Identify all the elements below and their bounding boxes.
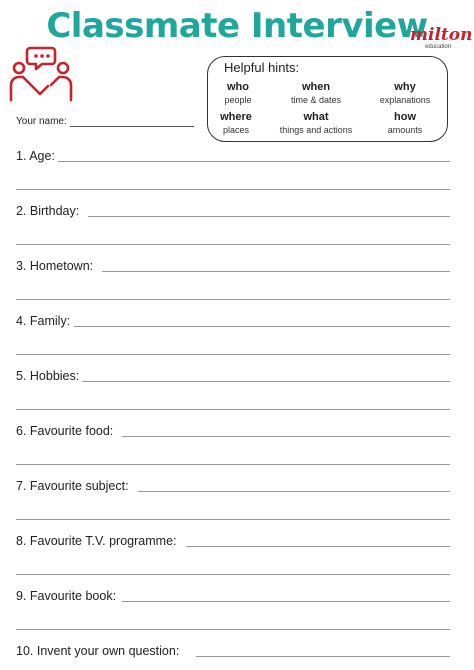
interview-people-icon (8, 46, 74, 104)
question-favourite-book (16, 588, 450, 648)
answer-line[interactable] (122, 436, 450, 437)
answer-line[interactable] (74, 326, 450, 327)
hint-description: people (224, 95, 252, 105)
answer-line[interactable] (16, 574, 450, 575)
hint-word: how (394, 111, 416, 123)
answer-line[interactable] (16, 464, 450, 465)
answer-line[interactable] (16, 299, 450, 300)
question-label: 6. Favourite food: (16, 424, 114, 438)
helpful-hints-box (207, 56, 448, 142)
hint-word: why (394, 81, 416, 93)
answer-line[interactable] (196, 656, 450, 657)
hint-word: where (220, 111, 252, 123)
question-age (16, 148, 450, 208)
hint-why (360, 81, 450, 106)
answer-line[interactable] (16, 244, 450, 245)
hint-how (360, 111, 450, 136)
question-favourite-food (16, 423, 450, 483)
answer-line[interactable] (186, 546, 450, 547)
question-label: 9. Favourite book: (16, 589, 117, 603)
hints-title: Helpful hints: (224, 60, 300, 75)
question-label: 3. Hometown: (16, 259, 94, 273)
question-hometown (16, 258, 450, 318)
answer-line[interactable] (122, 601, 450, 602)
question-favourite-subject (16, 478, 450, 538)
question-label: 7. Favourite subject: (16, 479, 129, 493)
question-label: 8. Favourite T.V. programme: (16, 534, 177, 548)
name-label: Your name: (16, 116, 67, 127)
worksheet-title: Classmate Interview (46, 6, 428, 46)
question-birthday (16, 203, 450, 263)
hint-description: explanations (379, 95, 431, 105)
question-label: 4. Family: (16, 314, 71, 328)
answer-line[interactable] (16, 519, 450, 520)
question-label: 1. Age: (16, 149, 55, 163)
answer-line[interactable] (16, 189, 450, 190)
hint-where (191, 111, 281, 136)
answer-line[interactable] (16, 629, 450, 630)
brand-subtitle: education (424, 44, 452, 50)
question-label: 10. Invent your own question: (16, 644, 180, 658)
answer-line[interactable] (88, 216, 450, 217)
hint-description: time & dates (290, 95, 342, 105)
answer-line[interactable] (16, 354, 450, 355)
hint-word: who (227, 81, 249, 93)
hint-word: when (301, 81, 331, 93)
question-label: 5. Hobbies: (16, 369, 80, 383)
answer-line[interactable] (82, 381, 450, 382)
hint-word: what (303, 111, 329, 123)
brand-logo (410, 25, 473, 51)
answer-line[interactable] (58, 161, 450, 162)
question-hobbies (16, 368, 450, 428)
question-family (16, 313, 450, 373)
question-favourite-tv-programme (16, 533, 450, 593)
answer-line[interactable] (138, 491, 450, 492)
hint-who (193, 81, 283, 106)
hint-what (271, 111, 361, 136)
hint-description: amounts (387, 125, 423, 135)
question-label: 2. Birthday: (16, 204, 80, 218)
question-invent-your-own (16, 643, 450, 669)
hint-description: places (222, 125, 249, 135)
hint-when (271, 81, 361, 106)
answer-line[interactable] (102, 271, 450, 272)
hint-description: things and actions (279, 125, 353, 135)
name-answer-line[interactable] (70, 126, 194, 127)
brand-name: milton (410, 25, 473, 45)
answer-line[interactable] (16, 409, 450, 410)
